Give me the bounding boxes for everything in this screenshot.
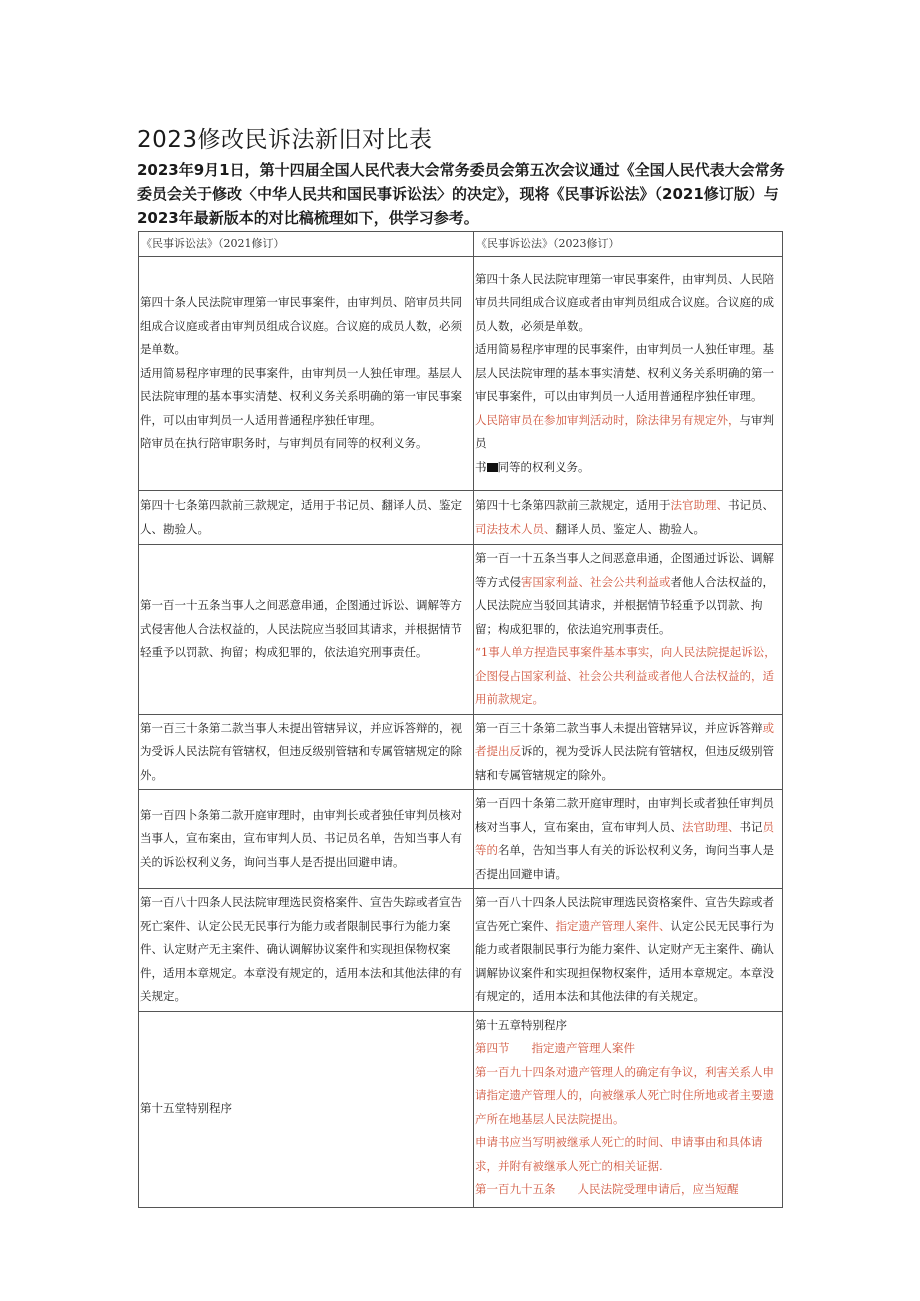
text-segment: 与审判员 — [475, 412, 774, 451]
added-text: 法官助理、 — [670, 498, 728, 512]
page-title: 2023修改民诉法新旧对比表 — [137, 127, 433, 153]
table-row — [139, 491, 783, 545]
text-segment: 人民法院受理申请后，应当短醒 — [577, 1182, 739, 1196]
text-segment: 第四十七条第四款前三款规定，适用于 — [475, 498, 671, 512]
intro-paragraph: 2023年9月1日，第十四届全国人民代表大会常务委员会第五次会议通过《全国人民代表大会常务委员会关于修改〈中华人民共和国民事诉讼法〉的决定》，现将《民事诉讼法》（2021修订版）与2023年最新版本的对比稿梳理如下，供学习参考。 — [137, 161, 785, 227]
new-text-cell — [474, 714, 783, 790]
text-segment: 书记 — [739, 819, 763, 834]
text-segment: 名单，告知当事人有关的诉讼权利义务，询问当事人是否提出回避申请。 — [475, 843, 774, 881]
added-paragraph: “1事人单方捏造民事案件基本事实，向人民法院提起诉讼，企图侵占国家利益、社会公共利益或者他人合法权益的，适用前款规定。 — [475, 645, 776, 706]
table-row — [139, 889, 783, 1012]
text-segment: 第一百九十五条 — [475, 1182, 556, 1196]
new-text-cell — [474, 491, 783, 545]
text-segment: 书 — [475, 459, 487, 474]
redaction-block-icon — [487, 463, 498, 472]
old-text-cell: 第一百一十五条当事人之间恶意串通，企图通过诉讼、调解等方式侵害他人合法权益的，人民法院应当驳回其请求，并根据情节轻重予以罚款、拘留；构成犯罪的，依法追究刑事责任。 — [139, 545, 474, 715]
added-text: 人民陪审员在参加审判活动时，除法律另有规定外， — [475, 412, 740, 427]
text-segment: 第四节 — [475, 1041, 510, 1055]
added-text: 或者提出反 — [475, 720, 774, 758]
new-text-cell — [474, 545, 783, 715]
new-text-cell — [474, 257, 783, 491]
text-segment: 同等的权利义务。 — [497, 459, 590, 474]
text-segment: 认定公民无民事行为能力或者限制民事行为能力案件、认定财产无主案件、确认调解协议案件和实现担保物权案件，适用本章规定。本章没有规定的，适用本法和其他法律的有关规定。 — [475, 918, 774, 1003]
text-segment: 第一百三十条第二款当事人未提出管辖异议，并应诉答辩 — [475, 720, 763, 735]
text-segment: 第一百一十五条当事人之间恶意串通，企图通过诉讼、调解等方式侵 — [475, 551, 774, 589]
added-section-heading — [475, 1037, 781, 1061]
new-paragraph — [475, 409, 781, 480]
new-text-cell — [474, 1011, 783, 1207]
table-row — [139, 790, 783, 889]
old-paragraph: 适用简易程序审理的民事案件，由审判员一人独任审理。基层人民法院审理的基本事实清楚、权利义务关系明确的第一审民事案件，可以由审判员一人适用普通程序独任审理。 — [140, 365, 462, 427]
old-text-cell: 第四十七条第四款前三款规定，适用于书记员、翻译人员、鉴定人、勘验人。 — [139, 491, 474, 545]
table-header-row — [139, 232, 783, 257]
old-text-cell: 第一百八十四条人民法院审理选民资格案件、宣告失踪或者宣告死亡案件、认定公民无民事行为能力或者限制民事行为能力案件、认定财产无主案件、确认调解协议案件和实现担保物权案件，适用本章规定。本章没有规定的，适用本法和其他法律的有关规定。 — [139, 889, 474, 1012]
text-segment: 诉的，视为受诉人民法院有管辖权，但违反级别管辖和专属管辖规定的除外。 — [475, 744, 774, 782]
old-text-cell: 第一百三十条第二款当事人未提出管辖异议，并应诉答辩的，视为受诉人民法院有管辖权，但违反级别管辖和专属管辖规定的除外。 — [139, 714, 474, 790]
new-text-cell — [474, 790, 783, 889]
added-text: 指定遗产管理人案件、 — [555, 918, 671, 933]
header-2021: 《民事诉讼法》（2021修订） — [139, 232, 474, 257]
table-row — [139, 714, 783, 790]
comparison-table — [138, 231, 783, 1208]
chapter-heading: 第十五章特别程序 — [475, 1017, 567, 1032]
text-segment: 指定遗产管理人案件 — [531, 1041, 635, 1055]
text-segment: 第一百八十四条人民法院审理选民资格案件、宣告失踪或者宣告死亡案件、 — [475, 895, 774, 933]
text-segment: 书记员、 — [728, 498, 774, 512]
added-paragraph: 申请书应当写明被继承人死亡的时间、申请事由和具体请求，并附有被继承人死亡的相关证据. — [475, 1135, 763, 1173]
old-text-cell: 第一百四卜条第二款开庭审理时，由审判长或者独任审判员核对当事人，宣布案由，宣布审判人员、书记员名单，告知当事人有关的诉讼权利义务，询问当事人是否提出回避申请。 — [139, 790, 474, 889]
old-text-cell: 第十五堂特别程序 — [139, 1011, 474, 1207]
added-paragraph: 第一百九十四条对遗产管理人的确定有争议，利害关系人申请指定遗产管理人的，向被继承人死亡时住所地或者主要遗产所在地基层人民法院提出。 — [475, 1064, 774, 1126]
old-text-cell — [139, 257, 474, 491]
text-segment: 者他人合法权益的，人民法院应当驳回其请求，并根据情节轻重予以罚款、拘留；构成犯罪的，依法追究刑事责任。 — [475, 574, 774, 636]
added-text: 害国家利益、社会公共利益或 — [521, 574, 671, 589]
added-text: 司法技术人员、 — [475, 521, 556, 536]
new-paragraph: 适用简易程序审理的民事案件，由审判员一人独任审理。基层人民法院审理的基本事实清楚、权利义务关系明确的第一审民事案件，可以由审判员一人适用普通程序独任审理。 — [475, 342, 774, 404]
table-row — [139, 545, 783, 715]
header-2023: 《民事诉讼法》（2023修订） — [474, 232, 783, 257]
added-paragraph — [475, 1178, 781, 1202]
added-text: 法官助理、 — [682, 819, 740, 834]
old-paragraph: 陪审员在执行陪审职务时，与审判员有同等的权利义务。 — [140, 436, 428, 451]
table-row — [139, 257, 783, 491]
old-paragraph: 第四十条人民法院审理第一审民事案件，由审判员、陪审员共同组成合议庭或者由审判员组成合议庭。合议庭的成员人数，必须是单数。 — [140, 295, 462, 357]
text-segment: 翻译人员、鉴定人、勘验人。 — [555, 521, 705, 536]
new-text-cell — [474, 889, 783, 1012]
added-text: 员等的 — [475, 819, 774, 857]
new-paragraph — [475, 547, 781, 641]
text-segment: 第一百四十条第二款开庭审理时，由审判长或者独任审判员核对当事人，宣布案由，宣布审判人员、 — [475, 796, 774, 834]
new-paragraph: 第四十条人民法院审理第一审民事案件，由审判员、人民陪审员共同组成合议庭或者由审判员组成合议庭。合议庭的成员人数，必须是单数。 — [475, 271, 774, 333]
table-row — [139, 1011, 783, 1207]
